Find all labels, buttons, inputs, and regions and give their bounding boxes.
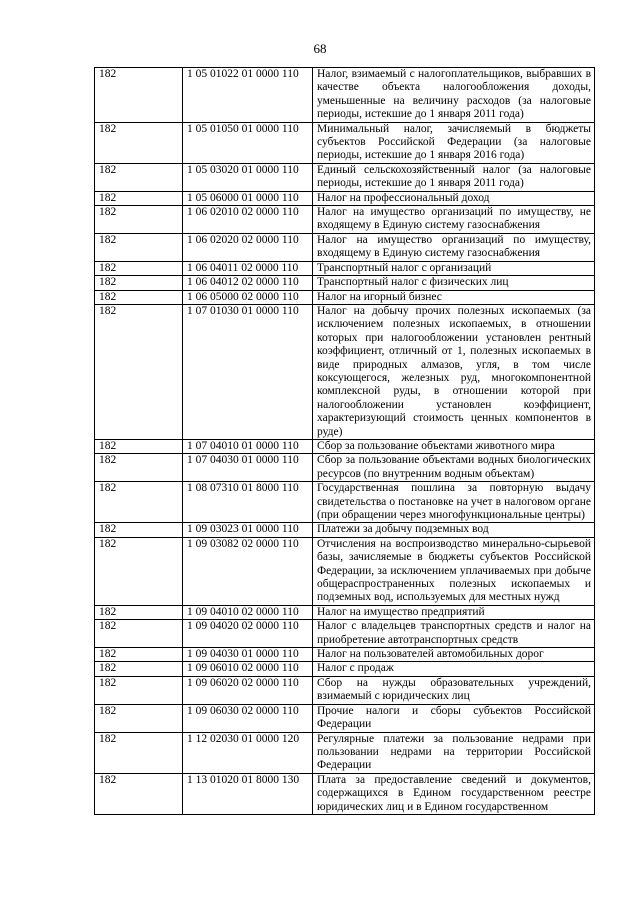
income-name-cell: Платежи за добычу подземных вод <box>313 523 595 537</box>
admin-code-cell: 182 <box>95 261 183 275</box>
kbk-code-cell: 1 06 02010 02 0000 110 <box>183 206 313 234</box>
kbk-code-cell: 1 09 06010 02 0000 110 <box>183 662 313 676</box>
kbk-code-cell: 1 08 07310 01 8000 110 <box>183 482 313 523</box>
income-name-cell: Государственная пошлина за повторную выдачу свидетельства о постановке на учет в налоговом органе (при обращении через многофункциональные центры) <box>313 482 595 523</box>
admin-code-cell: 182 <box>95 676 183 704</box>
income-name-cell: Налог с продаж <box>313 662 595 676</box>
budget-codes-table <box>94 67 595 815</box>
admin-code-cell: 182 <box>95 276 183 290</box>
kbk-code-cell: 1 05 01050 01 0000 110 <box>183 122 313 163</box>
table-row <box>95 482 595 523</box>
table-row <box>95 191 595 205</box>
admin-code-cell: 182 <box>95 290 183 304</box>
income-name-cell: Налог с владельцев транспортных средств и налог на приобретение автотранспортных средств <box>313 620 595 648</box>
kbk-code-cell: 1 09 04020 02 0000 110 <box>183 620 313 648</box>
admin-code-cell: 182 <box>95 163 183 191</box>
admin-code-cell: 182 <box>95 704 183 732</box>
table-row <box>95 732 595 773</box>
table-row <box>95 206 595 234</box>
table-row <box>95 276 595 290</box>
kbk-code-cell: 1 07 04030 01 0000 110 <box>183 454 313 482</box>
admin-code-cell: 182 <box>95 68 183 123</box>
table-row <box>95 163 595 191</box>
admin-code-cell: 182 <box>95 662 183 676</box>
income-name-cell: Налог на игорный бизнес <box>313 290 595 304</box>
kbk-code-cell: 1 05 01022 01 0000 110 <box>183 68 313 123</box>
kbk-code-cell: 1 09 06020 02 0000 110 <box>183 676 313 704</box>
admin-code-cell: 182 <box>95 122 183 163</box>
table-row <box>95 290 595 304</box>
income-name-cell: Сбор за пользование объектами водных биологических ресурсов (по внутренним водным объектам) <box>313 454 595 482</box>
admin-code-cell: 182 <box>95 732 183 773</box>
income-name-cell: Налог на профессиональный доход <box>313 191 595 205</box>
kbk-code-cell: 1 09 03023 01 0000 110 <box>183 523 313 537</box>
income-name-cell: Прочие налоги и сборы субъектов Российской Федерации <box>313 704 595 732</box>
kbk-code-cell: 1 05 03020 01 0000 110 <box>183 163 313 191</box>
admin-code-cell: 182 <box>95 605 183 619</box>
table-row <box>95 233 595 261</box>
income-name-cell: Единый сельскохозяйственный налог (за налоговые периоды, истекшие до 1 января 2011 года) <box>313 163 595 191</box>
income-name-cell: Налог на добычу прочих полезных ископаемых (за исключением полезных ископаемых, в отношении которых при налогообложении установлен рентный коэффициент, отличный от 1, полезных ископаемых в виде природных алмазов, угля, в том числе коксующегося, железных руд, многокомпонентной комплексной руды, в отношении которой при налогообложении установлен коэффициент, характеризующий стоимость ценных компонентов в руде) <box>313 304 595 439</box>
admin-code-cell: 182 <box>95 206 183 234</box>
kbk-code-cell: 1 07 01030 01 0000 110 <box>183 304 313 439</box>
table-row <box>95 68 595 123</box>
table-row <box>95 523 595 537</box>
admin-code-cell: 182 <box>95 523 183 537</box>
kbk-code-cell: 1 09 06030 02 0000 110 <box>183 704 313 732</box>
income-name-cell: Минимальный налог, зачисляемый в бюджеты субъектов Российской Федерации (за налоговые периоды, истекшие до 1 января 2016 года) <box>313 122 595 163</box>
admin-code-cell: 182 <box>95 439 183 453</box>
table-row <box>95 620 595 648</box>
table-row <box>95 773 595 814</box>
income-name-cell: Плата за предоставление сведений и документов, содержащихся в Едином государственном реестре юридических лиц и в Едином государственном <box>313 773 595 814</box>
income-name-cell: Регулярные платежи за пользование недрами при пользовании недрами на территории Российской Федерации <box>313 732 595 773</box>
income-name-cell: Налог, взимаемый с налогоплательщиков, выбравших в качестве объекта налогообложения доходы, уменьшенные на величину расходов (за налоговые периоды, истекшие до 1 января 2011 года) <box>313 68 595 123</box>
kbk-code-cell: 1 09 03082 02 0000 110 <box>183 537 313 605</box>
admin-code-cell: 182 <box>95 773 183 814</box>
kbk-code-cell: 1 06 04011 02 0000 110 <box>183 261 313 275</box>
kbk-code-cell: 1 13 01020 01 8000 130 <box>183 773 313 814</box>
table-row <box>95 454 595 482</box>
admin-code-cell: 182 <box>95 233 183 261</box>
kbk-code-cell: 1 07 04010 01 0000 110 <box>183 439 313 453</box>
admin-code-cell: 182 <box>95 537 183 605</box>
page-number: 68 <box>313 41 327 56</box>
kbk-code-cell: 1 09 04030 01 0000 110 <box>183 648 313 662</box>
admin-code-cell: 182 <box>95 304 183 439</box>
income-name-cell: Сбор на нужды образовательных учреждений, взимаемый с юридических лиц <box>313 676 595 704</box>
kbk-code-cell: 1 12 02030 01 0000 120 <box>183 732 313 773</box>
table-row <box>95 605 595 619</box>
kbk-code-cell: 1 06 04012 02 0000 110 <box>183 276 313 290</box>
admin-code-cell: 182 <box>95 648 183 662</box>
table-row <box>95 261 595 275</box>
table-row <box>95 662 595 676</box>
income-name-cell: Налог на имущество предприятий <box>313 605 595 619</box>
income-name-cell: Транспортный налог с физических лиц <box>313 276 595 290</box>
kbk-code-cell: 1 05 06000 01 0000 110 <box>183 191 313 205</box>
income-name-cell: Налог на имущество организаций по имуществу, входящему в Единую систему газоснабжения <box>313 233 595 261</box>
table-row <box>95 648 595 662</box>
table-body <box>95 68 595 815</box>
table-row <box>95 122 595 163</box>
income-name-cell: Налог на имущество организаций по имуществу, не входящему в Единую систему газоснабжения <box>313 206 595 234</box>
table-row <box>95 439 595 453</box>
income-name-cell: Отчисления на воспроизводство минерально-сырьевой базы, зачисляемые в бюджеты субъектов Российской Федерации, за исключением уплачиваемых при добыче общераспространенных полезных ископаемых и подземных вод, используемых для местных нужд <box>313 537 595 605</box>
admin-code-cell: 182 <box>95 482 183 523</box>
income-name-cell: Сбор за пользование объектами животного мира <box>313 439 595 453</box>
admin-code-cell: 182 <box>95 620 183 648</box>
kbk-code-cell: 1 06 02020 02 0000 110 <box>183 233 313 261</box>
table-row <box>95 676 595 704</box>
admin-code-cell: 182 <box>95 191 183 205</box>
table-row <box>95 304 595 439</box>
table-row <box>95 537 595 605</box>
income-name-cell: Транспортный налог с организаций <box>313 261 595 275</box>
income-name-cell: Налог на пользователей автомобильных дорог <box>313 648 595 662</box>
kbk-code-cell: 1 09 04010 02 0000 110 <box>183 605 313 619</box>
kbk-code-cell: 1 06 05000 02 0000 110 <box>183 290 313 304</box>
table-row <box>95 704 595 732</box>
admin-code-cell: 182 <box>95 454 183 482</box>
